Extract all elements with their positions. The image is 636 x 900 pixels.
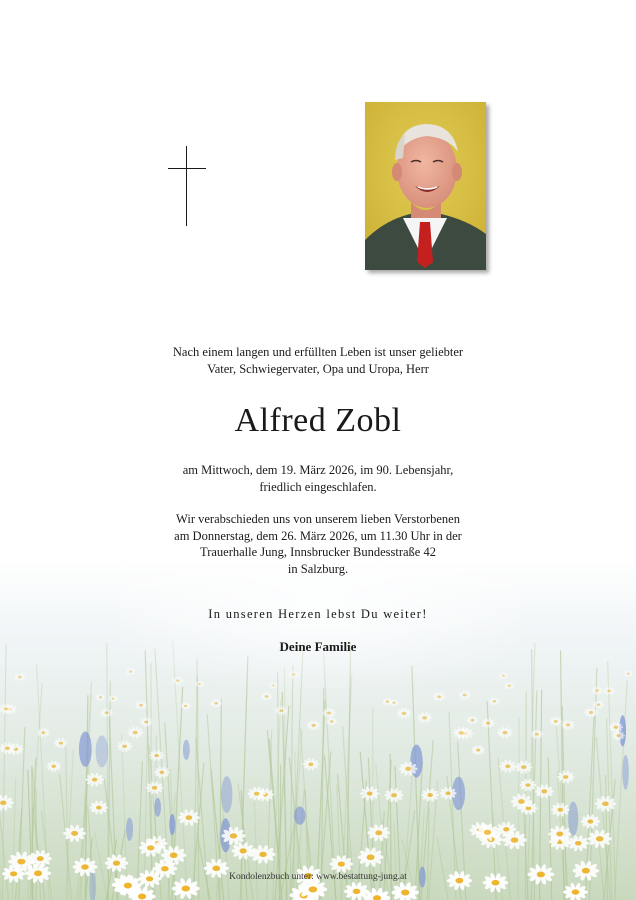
motto-text: In unseren Herzen lebst Du weiter! — [208, 607, 428, 621]
death-line-2: friedlich eingeschlafen. — [259, 480, 377, 494]
latin-cross-icon — [168, 146, 206, 226]
deceased-name: Alfred Zobl — [234, 402, 402, 439]
farewell-line-1: Wir verabschieden uns von unserem lieben Verstorbenen — [176, 512, 460, 526]
portrait-photo — [365, 102, 486, 270]
intro-line-1: Nach einem langen und erfüllten Leben ist unser geliebter — [172, 345, 464, 359]
farewell-line-4: in Salzburg. — [287, 561, 349, 576]
farewell-notice — [0, 511, 636, 577]
death-notice — [0, 462, 636, 496]
family-signature: Deine Familie — [279, 639, 357, 654]
intro-line-2: Vater, Schwiegervater, Opa und Uropa, Herr — [207, 362, 429, 376]
farewell-line-3: Trauerhalle Jung, Innsbrucker Bundesstraße 42 — [200, 545, 436, 559]
intro-text — [0, 344, 636, 378]
condolence-book-link[interactable]: Kondolenzbuch unter: www.bestattung-jung.at — [229, 872, 407, 882]
death-line-1: am Mittwoch, dem 19. März 2026, im 90. Lebensjahr, — [182, 463, 454, 477]
farewell-line-2: am Donnerstag, dem 26. März 2026, um 11.30 Uhr in der — [174, 528, 462, 543]
